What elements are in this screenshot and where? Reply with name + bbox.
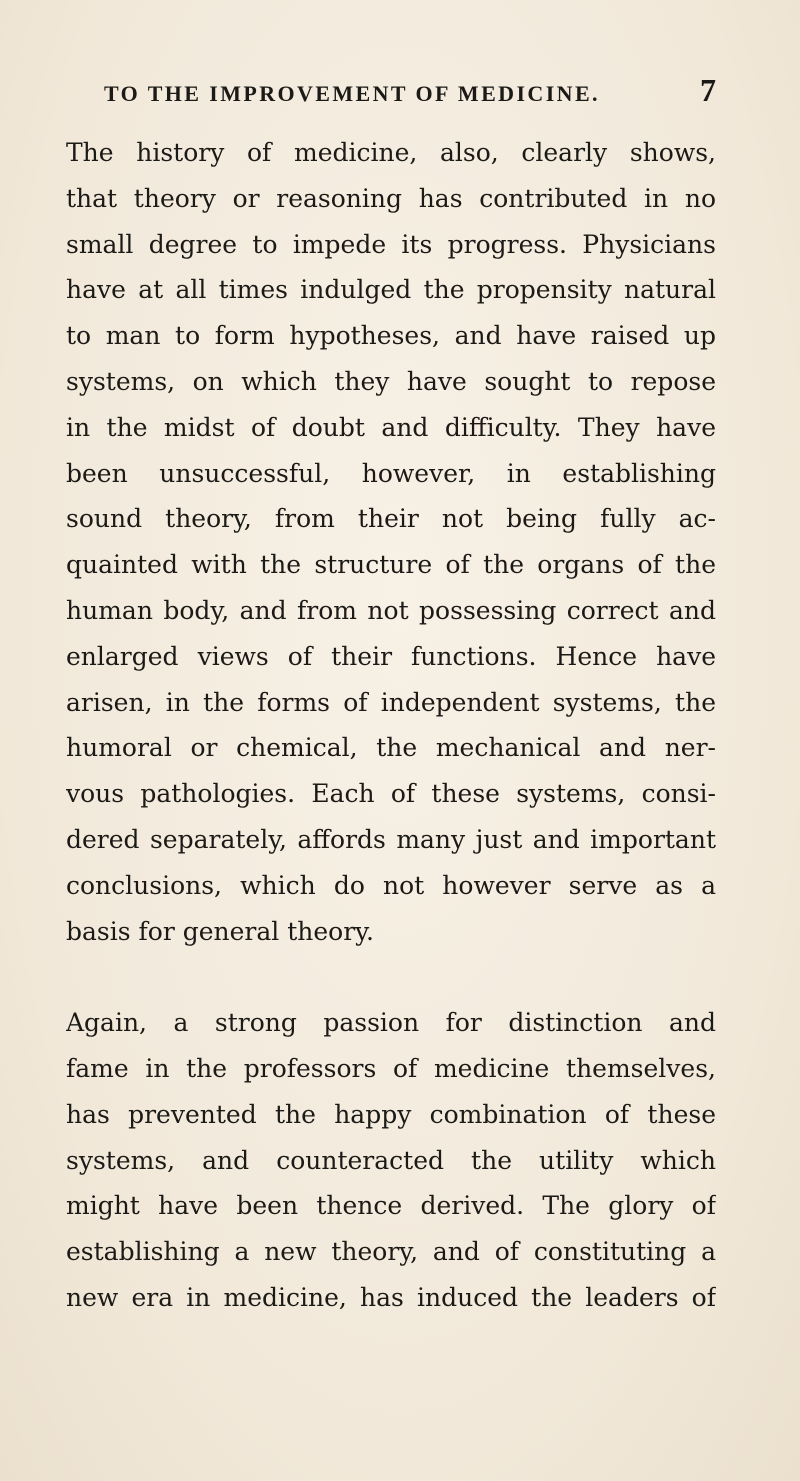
text-line: The history of medicine, also, clearly shows, (66, 138, 716, 167)
text-line: vous pathologies. Each of these systems, consi- (66, 779, 716, 809)
paragraph-2 (66, 1000, 716, 1321)
text-line: small degree to impede its progress. Physicians (66, 229, 716, 259)
text-line: in the midst of doubt and difficulty. They have (66, 412, 716, 442)
text-line: conclusions, which do not however serve as a (66, 870, 716, 900)
text-line: fame in the professors of medicine themselves, (66, 1053, 716, 1083)
text-line: has prevented the happy combination of these (66, 1099, 716, 1129)
text-line: arisen, in the forms of independent systems, the (66, 687, 716, 717)
text-line: have at all times indulged the propensity natural (66, 275, 716, 305)
text-line: human body, and from not possessing correct and (66, 595, 716, 625)
page-number: 7 (700, 72, 716, 108)
text-line: systems, and counteracted the utility which (66, 1145, 716, 1175)
text-line: systems, on which they have sought to repose (66, 366, 716, 396)
text-line: basis for general theory. (66, 916, 374, 946)
text-line: to man to form hypotheses, and have raised up (66, 321, 716, 351)
text-line: quainted with the structure of the organs of the (66, 550, 716, 580)
text-line: that theory or reasoning has contributed in no (66, 183, 716, 213)
running-head (104, 74, 716, 114)
text-line: might have been thence derived. The glory of (66, 1191, 716, 1221)
text-line: new era in medicine, has induced the leaders of (66, 1282, 716, 1312)
text-line: dered separately, affords many just and important (66, 824, 716, 854)
running-head-title: TO THE IMPROVEMENT OF MEDICINE. (104, 81, 600, 106)
text-line: humoral or chemical, the mechanical and ner- (66, 733, 716, 763)
text-line: Again, a strong passion for distinction and (66, 1008, 716, 1038)
text-line: enlarged views of their functions. Hence have (66, 641, 716, 671)
text-line: sound theory, from their not being fully ac- (66, 504, 716, 534)
paragraph-1 (66, 130, 716, 954)
text-line: been unsuccessful, however, in establishing (66, 458, 716, 488)
body-text (66, 130, 716, 1321)
text-line: establishing a new theory, and of constituting a (66, 1237, 716, 1267)
